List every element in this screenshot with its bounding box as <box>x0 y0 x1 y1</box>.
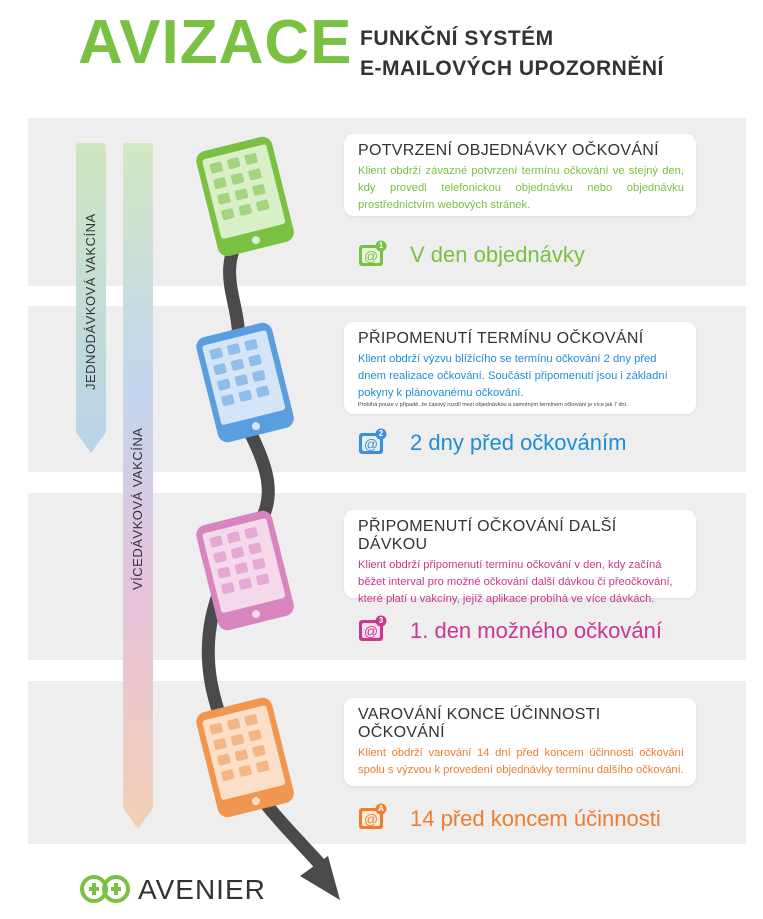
multi-dose-label: VÍCEDÁVKOVÁ VAKCÍNA <box>130 427 145 590</box>
step-timing: 1. den možného očkování <box>410 618 662 643</box>
badge-number: 2 <box>378 429 384 438</box>
step-description: Klient obdrží závazné potvrzení termínu očkování ve stejný den, kdy provedl telefonickou objednávku nebo objednávku prostřednictvím webových stránek. <box>358 165 684 211</box>
step-timing: V den objednávky <box>410 242 585 267</box>
step-description: Klient obdrží připomenutí termínu očkování v den, kdy začíná běžet interval pro možné očkování další dávkou či přeočkování, které platí u vakcíny, jejíž aplikace probíhá ve více dávkách. <box>358 559 673 605</box>
step-description: Klient obdrží varování 14 dní před koncem účinnosti očkování spolu s výzvou k provedení objednávky termínu dalšího očkování. <box>358 747 684 776</box>
step-card-1 <box>344 134 696 216</box>
svg-text:@: @ <box>363 436 379 452</box>
page-subtitle-line1: FUNKČNÍ SYSTÉM <box>360 27 554 50</box>
svg-text:@: @ <box>363 248 379 264</box>
step-card-3 <box>344 510 696 605</box>
step-card-4 <box>344 698 696 786</box>
page-subtitle-line2: E-MAILOVÝCH UPOZORNĚNÍ <box>360 57 664 80</box>
brand-name: AVENIER <box>138 874 266 905</box>
single-dose-label: JEDNODÁVKOVÁ VAKCÍNA <box>83 213 98 390</box>
svg-text:@: @ <box>363 811 379 827</box>
at-mail-icon <box>358 615 388 643</box>
avenier-logo-icon <box>80 868 132 910</box>
smartphone-icon <box>188 697 306 819</box>
badge-number: 3 <box>378 616 384 625</box>
step-timing: 2 dny před očkováním <box>410 430 627 455</box>
svg-text:@: @ <box>363 623 379 639</box>
step-title: PŘIPOMENUTÍ TERMÍNU OČKOVÁNÍ <box>358 330 644 347</box>
badge-number: 1 <box>378 241 384 250</box>
page-title: AVIZACE <box>78 8 353 77</box>
at-mail-icon <box>358 803 388 831</box>
step-title: POTVRZENÍ OBJEDNÁVKY OČKOVÁNÍ <box>358 142 659 159</box>
at-mail-icon <box>358 428 388 456</box>
smartphone-icon <box>188 510 306 632</box>
step-card-2 <box>344 322 696 414</box>
badge-number: A <box>378 804 384 813</box>
step-title: PŘIPOMENUTÍ OČKOVÁNÍ DALŠÍ DÁVKOU <box>358 518 617 553</box>
step-description: Klient obdrží výzvu blížícího se termínu očkování 2 dny před dnem realizace očkování. Součástí připomenutí jsou i základní pokyny k plánovanému očkování. <box>358 353 668 399</box>
step-title: VAROVÁNÍ KONCE ÚČINNOSTI OČKOVÁNÍ <box>358 706 601 741</box>
at-mail-icon <box>358 240 388 268</box>
smartphone-icon <box>188 322 306 444</box>
step-note: Probíhá pouze v případě, že časový rozdíl mezi objednávkou a samotným termínem očkování je více jak 7 dní. <box>358 402 628 408</box>
step-timing: 14 před koncem účinnosti <box>410 806 661 831</box>
smartphone-icon <box>188 136 306 256</box>
